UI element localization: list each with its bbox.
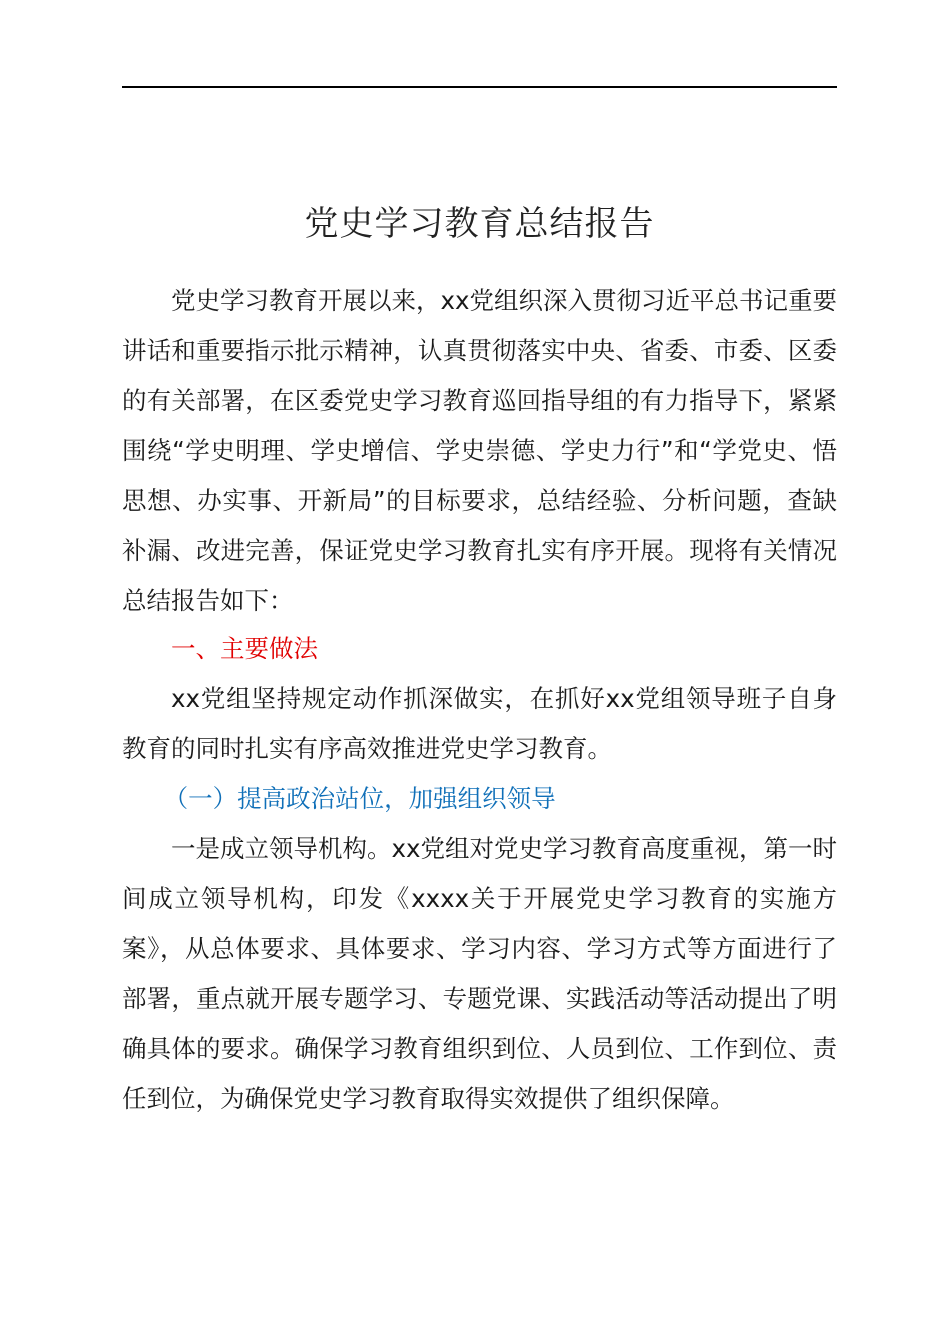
- document-title: 党史学习教育总结报告: [304, 204, 655, 244]
- intro-paragraph: 党史学习教育开展以来，xx党组织深入贯彻习近平总书记重要讲话和重要指示批示精神，认真贯彻落实中央、省委、市委、区委的有关部署，在区委党史学习教育巡回指导组的有力指导下，紧紧围绕“学史明理、学史增信、学史崇德、学史力行”和“学党史、悟思想、办实事、开新局”的目标要求，总结经验、分析问题，查缺补漏、改进完善，保证党史学习教育扎实有序开展。现将有关情况总结报告如下：: [122, 286, 837, 615]
- section-heading-main-practices: 一、主要做法: [171, 634, 318, 663]
- subsection-1-paragraph: 一是成立领导机构。xx党组对党史学习教育高度重视，第一时间成立领导机构，印发《xxxx关于开展党史学习教育的实施方案》，从总体要求、具体要求、学习内容、学习方式等方面进行了部署，重点就开展专题学习、专题党课、实践活动等活动提出了明确具体的要求。确保学习教育组织到位、人员到位、工作到位、责任到位，为确保党史学习教育取得实效提供了组织保障。: [122, 834, 837, 1113]
- header-rule: [122, 86, 837, 88]
- subsection-heading-political-stance: （一）提高政治站位，加强组织领导: [163, 784, 556, 813]
- section-1-paragraph: xx党组坚持规定动作抓深做实，在抓好xx党组领导班子自身教育的同时扎实有序高效推进党史学习教育。: [122, 684, 837, 763]
